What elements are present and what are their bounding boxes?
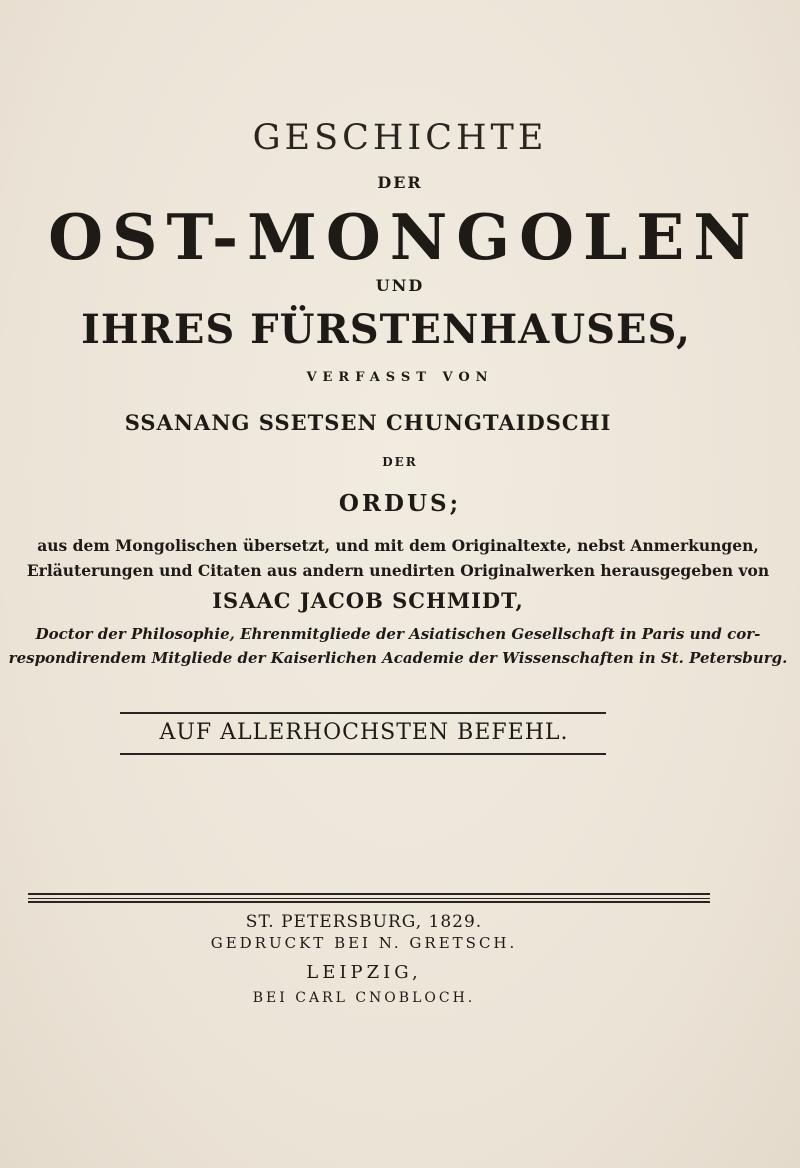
- imprint-place-date: ST. PETERSBURG, 1829.: [245, 912, 483, 932]
- imprint-printer: GEDRUCKT BEI N. GRETSCH.: [210, 934, 518, 952]
- imprint-publisher: BEI CARL CNOBLOCH.: [252, 990, 476, 1006]
- imprint-rule-2: [28, 898, 710, 899]
- royal-command: AUF ALLERHOCHSTEN BEFEHL.: [159, 720, 569, 745]
- title-der: DER: [377, 173, 423, 192]
- imprint-rule-3: [28, 901, 710, 903]
- ordus: ORDUS;: [338, 490, 462, 517]
- imprint-rule-1: [28, 893, 710, 895]
- author-name: SSANANG SSETSEN CHUNGTAIDSCHI: [124, 410, 612, 435]
- editor-credentials-line-1: Doctor der Philosophie, Ehrenmitgliede der Asiatischen Gesellschaft in Paris und cor-: [35, 625, 761, 643]
- subtitle: IHRES FÜRSTENHAUSES,: [81, 306, 691, 353]
- main-title: OST-MONGOLEN: [48, 200, 760, 274]
- author-der: DER: [382, 455, 418, 469]
- imprint-leipzig: LEIPZIG,: [306, 962, 422, 983]
- title-geschichte: GESCHICHTE: [252, 118, 548, 158]
- description-line-2: Erläuterungen und Citaten aus andern unedirten Originalwerken herausgegeben von: [26, 561, 770, 580]
- divider-bottom: [120, 753, 606, 755]
- verfasst-von: VERFASST VON: [306, 370, 494, 385]
- description-line-1: aus dem Mongolischen übersetzt, und mit dem Originaltexte, nebst Anmerkungen,: [37, 536, 759, 555]
- editor-credentials-line-2: respondirendem Mitgliede der Kaiserlichen Academie der Wissenschaften in St. Petersburg.: [8, 649, 788, 667]
- divider-top: [120, 712, 606, 714]
- editor-name: ISAAC JACOB SCHMIDT,: [212, 588, 524, 613]
- title-und: UND: [375, 276, 425, 295]
